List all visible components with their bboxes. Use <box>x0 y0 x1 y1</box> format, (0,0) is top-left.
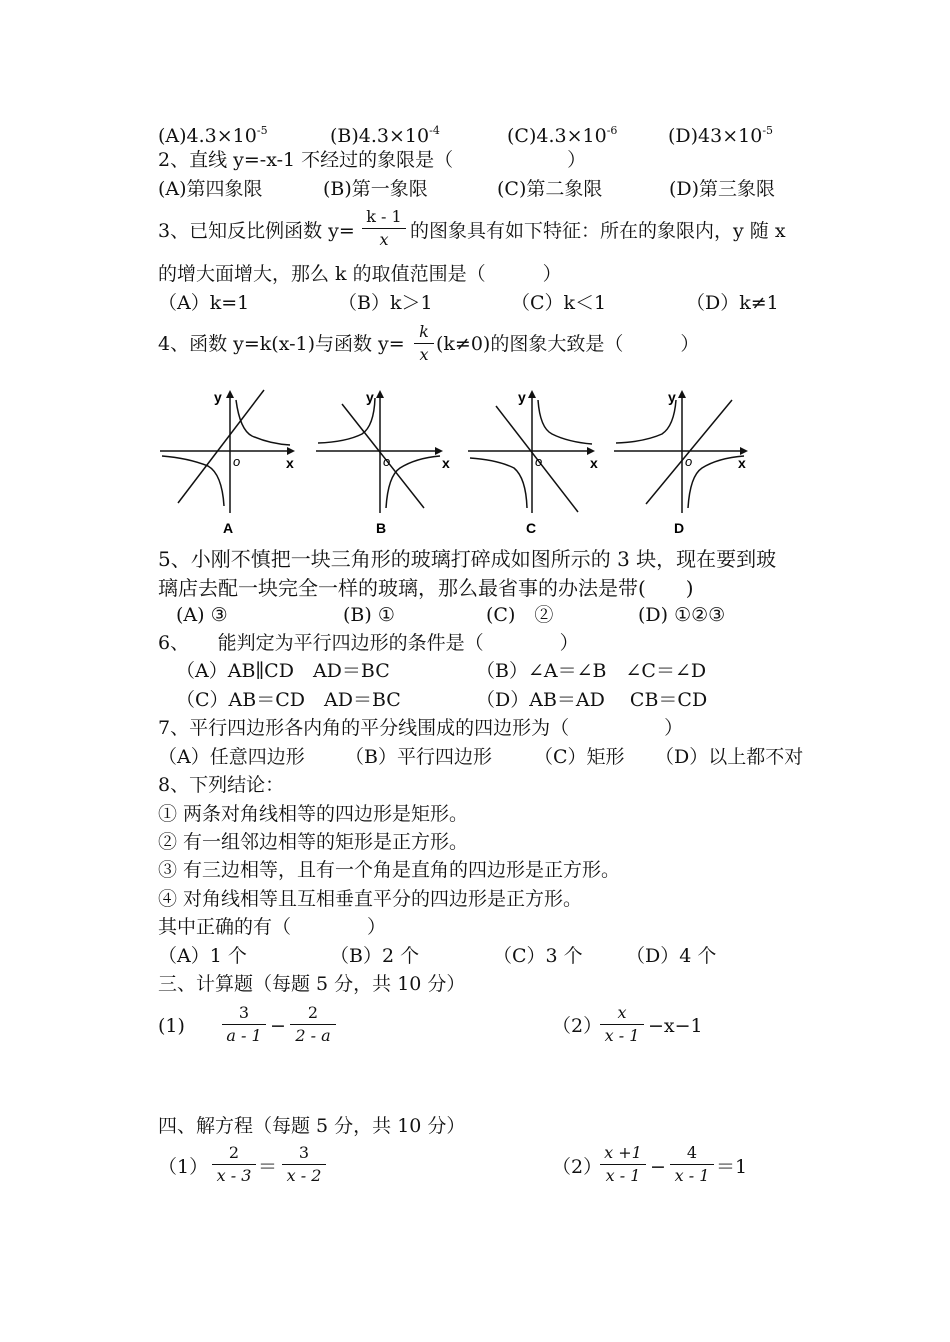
graph-b-caption: B <box>376 520 387 536</box>
q4-fraction-numerator: k <box>419 322 429 341</box>
graph-d-y-label: y <box>668 389 676 405</box>
sec3-problem-2-label: （2） <box>552 1015 603 1037</box>
q4-stem-pre: 4、函数 y=k(x-1)与函数 y= <box>158 333 405 355</box>
graph-a-y-label: y <box>214 389 222 405</box>
sec3-p1-f1-denominator: a - 1 <box>226 1026 262 1045</box>
graph-a <box>160 388 300 538</box>
q7-option-c: （C）矩形 <box>534 746 625 768</box>
sec3-p2-f-denominator: x - 1 <box>604 1026 640 1045</box>
q1-option-b-exponent: -4 <box>429 124 440 137</box>
q3-fraction <box>362 207 406 250</box>
graph-a-x-label: x <box>286 455 294 471</box>
q1-option-b <box>330 120 440 147</box>
graph-d-origin-label: o <box>685 454 693 469</box>
graph-b-figure <box>316 388 456 538</box>
graph-d-caption: D <box>674 520 685 536</box>
sec3-p1-f2-denominator: 2 - a <box>295 1026 331 1045</box>
sec3-p2-fraction <box>600 1003 644 1046</box>
sec4-p2-f1-denominator: x - 1 <box>605 1166 641 1185</box>
sec3-p1-f2-numerator: 2 <box>307 1003 319 1022</box>
q8-question: 其中正确的有（ ） <box>158 916 387 938</box>
section-4-title: 四、解方程（每题 5 分，共 10 分） <box>158 1115 466 1137</box>
fraction-bar <box>600 1024 644 1025</box>
q6-option-b: （B）∠A＝∠B ∠C＝∠D <box>476 660 707 682</box>
q2-stem: 2、直线 y=-x-1 不经过的象限是（ ） <box>158 149 587 171</box>
q7-option-a: （A）任意四边形 <box>158 746 305 768</box>
q5-option-d: (D) ①②③ <box>638 604 726 626</box>
sec4-p1-equals: ＝ <box>258 1156 278 1178</box>
q4-fraction-denominator: x <box>419 345 429 364</box>
sec4-p2-f2-denominator: x - 1 <box>674 1166 710 1185</box>
sec4-p2-fraction-2 <box>670 1143 714 1186</box>
q2-option-b: (B)第一象限 <box>323 178 428 200</box>
q3-fraction-numerator: k - 1 <box>366 207 402 226</box>
q1-option-c-exponent: -6 <box>606 124 618 137</box>
q1-option-d <box>668 120 773 147</box>
q1-option-c-text: (C)4.3×10 <box>507 125 607 147</box>
q1-option-a-text: (A)4.3×10 <box>158 125 257 147</box>
fraction-bar <box>222 1024 266 1025</box>
graph-d-x-label: x <box>738 455 746 471</box>
q8-option-d: （D）4 个 <box>626 945 717 967</box>
fraction-bar <box>362 228 406 229</box>
q6-option-a: （A）AB∥CD AD＝BC <box>176 660 390 682</box>
graph-b-y-label: y <box>366 389 374 405</box>
q3-option-d: （D）k≠1 <box>686 292 779 314</box>
sec3-p1-fraction-2 <box>290 1003 336 1046</box>
sec4-problem-2-label: （2） <box>552 1156 603 1178</box>
graph-a-origin-label: o <box>233 454 241 469</box>
q3-option-b: （B）k＞1 <box>338 292 433 314</box>
sec3-p1-operator: − <box>270 1015 286 1037</box>
q6-option-d: （D）AB＝AD CB＝CD <box>476 689 708 711</box>
q6-stem: 6、 能判定为平行四边形的条件是（ ） <box>158 632 579 654</box>
sec4-p1-f1-denominator: x - 3 <box>216 1166 252 1185</box>
q3-option-c: （C）k＜1 <box>511 292 607 314</box>
graph-b <box>316 388 456 538</box>
graph-a-caption: A <box>223 520 234 536</box>
sec4-p1-fraction-2 <box>282 1143 326 1186</box>
sec4-p2-f2-numerator: 4 <box>686 1143 698 1162</box>
q1-option-c <box>507 120 617 147</box>
q5-option-c: (C) ② <box>486 604 554 626</box>
sec3-p1-fraction-1 <box>222 1003 266 1046</box>
q1-option-b-text: (B)4.3×10 <box>330 125 430 147</box>
q5-option-b: (B) ① <box>343 604 395 626</box>
sec4-p2-tail: ＝1 <box>716 1156 748 1178</box>
graph-d <box>614 388 754 538</box>
q1-option-a-exponent: -5 <box>256 124 268 137</box>
sec4-problem-1-label: （1） <box>158 1156 209 1178</box>
graph-c-origin-label: o <box>535 454 543 469</box>
q3-fraction-denominator: x <box>379 230 389 249</box>
q8-statement-4: ④ 对角线相等且互相垂直平分的四边形是正方形。 <box>158 888 583 910</box>
q8-option-b: （B）2 个 <box>330 945 420 967</box>
sec4-p1-f2-numerator: 3 <box>298 1143 310 1162</box>
sec3-p2-f-numerator: x <box>617 1003 627 1022</box>
q3-stem-pre: 3、已知反比例函数 y= <box>158 220 355 242</box>
q1-option-a <box>158 120 268 147</box>
sec4-p1-fraction-1 <box>212 1143 256 1186</box>
graph-c-figure <box>468 388 608 538</box>
q6-option-c: （C）AB＝CD AD＝BC <box>176 689 401 711</box>
sec3-p2-tail: −x−1 <box>648 1015 703 1037</box>
sec4-p2-fraction-1 <box>600 1143 646 1186</box>
q5-line1: 5、小刚不慎把一块三角形的玻璃打碎成如图所示的 3 块，现在要到玻 <box>158 547 777 571</box>
fraction-bar <box>212 1164 256 1165</box>
q1-option-d-exponent: -5 <box>762 124 774 137</box>
q4-fraction <box>414 322 434 365</box>
q3-stem-post: 的图象具有如下特征：所在的象限内，y 随 x <box>410 220 786 242</box>
q7-stem: 7、平行四边形各内角的平分线围成的四边形为（ ） <box>158 717 684 739</box>
fraction-bar <box>282 1164 326 1165</box>
q2-option-d: (D)第三象限 <box>669 178 776 200</box>
graph-d-figure <box>614 388 754 538</box>
q2-option-a: (A)第四象限 <box>158 178 263 200</box>
q3-stem-line2: 的增大面增大，那么 k 的取值范围是（ ） <box>158 263 562 285</box>
fraction-bar <box>600 1164 646 1165</box>
q5-line2: 璃店去配一块完全一样的玻璃，那么最省事的办法是带( ) <box>158 576 694 600</box>
fraction-bar <box>290 1024 336 1025</box>
q4-stem-post: (k≠0)的图象大致是（ ） <box>436 333 700 355</box>
q1-option-d-text: (D)43×10 <box>668 125 763 147</box>
q8-option-a: （A）1 个 <box>158 945 247 967</box>
q7-option-b: （B）平行四边形 <box>345 746 492 768</box>
sec4-p2-operator: − <box>650 1156 666 1178</box>
fraction-bar <box>670 1164 714 1165</box>
q8-option-c: （C）3 个 <box>493 945 583 967</box>
graph-b-origin-label: o <box>383 454 391 469</box>
q5-option-a: (A) ③ <box>176 604 228 626</box>
graph-a-figure <box>160 388 300 538</box>
q8-statement-3: ③ 有三边相等，且有一个角是直角的四边形是正方形。 <box>158 859 621 881</box>
q8-statement-2: ② 有一组邻边相等的矩形是正方形。 <box>158 831 469 853</box>
q7-option-d: （D）以上都不对 <box>655 746 804 768</box>
sec4-p1-f2-denominator: x - 2 <box>286 1166 322 1185</box>
q8-statement-1: ① 两条对角线相等的四边形是矩形。 <box>158 803 469 825</box>
section-3-title: 三、计算题（每题 5 分，共 10 分） <box>158 973 466 995</box>
q8-stem: 8、下列结论： <box>158 774 285 796</box>
graph-c-caption: C <box>526 520 537 536</box>
graph-c <box>468 388 608 538</box>
fraction-bar <box>414 343 434 344</box>
q2-option-c: (C)第二象限 <box>497 178 603 200</box>
graph-c-y-label: y <box>518 389 526 405</box>
q3-option-a: （A）k=1 <box>158 292 250 314</box>
sec4-p2-f1-numerator: x +1 <box>604 1143 642 1162</box>
graph-b-x-label: x <box>442 455 450 471</box>
sec3-problem-1-label: (1) <box>158 1015 185 1037</box>
graph-c-x-label: x <box>590 455 598 471</box>
sec4-p1-f1-numerator: 2 <box>228 1143 240 1162</box>
sec3-p1-f1-numerator: 3 <box>238 1003 250 1022</box>
